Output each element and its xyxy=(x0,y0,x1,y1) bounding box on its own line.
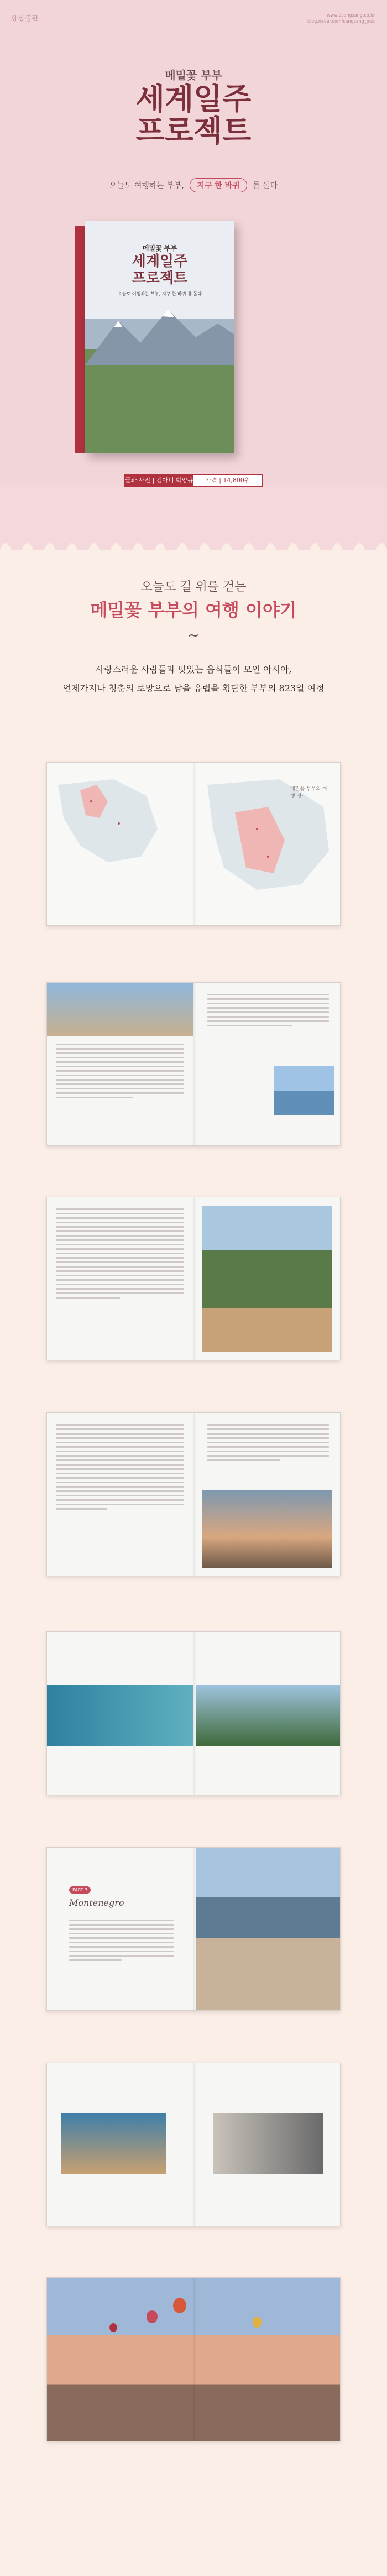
page-fold xyxy=(193,2063,196,2226)
page-fold xyxy=(193,763,196,925)
book-brand: 메밀꽃 부부 xyxy=(165,69,222,82)
page-spread-3 xyxy=(46,1197,341,1360)
cover-brand: 메밀꽃 부부 xyxy=(142,244,177,252)
text-block xyxy=(69,1920,174,1964)
authors-label: 글과 사진 | 김아니 박양규 xyxy=(125,475,194,486)
page-spread-5 xyxy=(46,1631,341,1795)
montenegro-title: Montenegro xyxy=(69,1897,124,1908)
blog-url[interactable]: blog.naver.com/sangsang_pub xyxy=(307,19,375,24)
text-block xyxy=(56,1208,184,1301)
website-url[interactable]: www.esangsang.co.kr xyxy=(327,13,375,18)
text-block xyxy=(56,1044,184,1101)
page-fold xyxy=(193,2278,196,2441)
map-label: 메밀꽃 부부의 여행 경로 xyxy=(290,786,327,799)
content-section xyxy=(0,550,387,2576)
book-cover-image xyxy=(85,221,234,453)
mountain-illustration xyxy=(85,304,234,365)
cat-photo xyxy=(213,2113,323,2174)
page-fold xyxy=(193,983,196,1145)
cover-title-line2: 프로젝트 xyxy=(132,270,188,286)
old-town-photo xyxy=(61,2113,166,2174)
text-block xyxy=(207,1424,329,1464)
book-title-line1: 세계일주 xyxy=(135,81,252,116)
book-cover xyxy=(85,221,234,453)
scalloped-divider xyxy=(0,536,387,550)
hero-section xyxy=(0,0,387,487)
tree-photo xyxy=(196,1685,341,1746)
book-title-line2: 프로젝트 xyxy=(135,113,252,148)
tilde-divider: ~ xyxy=(187,627,200,644)
page-spread-8 xyxy=(46,2277,341,2441)
page-fold xyxy=(193,1413,196,1576)
page-spread-map xyxy=(46,762,341,926)
part-badge: PART 3 xyxy=(69,1886,91,1894)
section-headline-2: 메밀꽃 부부의 여행 이야기 xyxy=(90,599,297,620)
cover-subtitle: 오늘도 여행하는 부부, 지구 한 바퀴 를 돌다 xyxy=(118,291,202,296)
mountain-road-photo xyxy=(202,1206,332,1352)
cover-title-line1: 세계일주 xyxy=(132,253,188,270)
book-spine xyxy=(75,226,86,453)
section-description xyxy=(0,660,387,698)
price-label: 가격 | 14,800원 xyxy=(194,475,262,486)
coast-photo xyxy=(47,1685,193,1746)
tagline-suffix: 를 돌다 xyxy=(253,181,278,190)
section-headline-1: 오늘도 길 위를 걷는 xyxy=(140,580,247,594)
tagline xyxy=(0,178,387,192)
publisher-logo[interactable]: 상상출판 xyxy=(11,14,39,22)
page-spread-7 xyxy=(46,2063,341,2226)
text-block xyxy=(56,1424,184,1513)
street-photo xyxy=(47,983,193,1036)
page-spread-montenegro xyxy=(46,1847,341,2011)
tagline-prefix: 오늘도 여행하는 부부, xyxy=(109,181,184,190)
page-spread-4 xyxy=(46,1412,341,1576)
book-title xyxy=(0,83,387,147)
page-fold xyxy=(193,1197,196,1360)
lake-photo xyxy=(274,1066,334,1115)
description-line1: 사랑스러운 사람들과 맛있는 음식들이 모인 아시아, xyxy=(95,664,292,675)
cover-title xyxy=(85,253,234,286)
volcano-photo xyxy=(202,1490,332,1568)
text-block xyxy=(207,994,329,1029)
description-line2: 언제가지나 청춘의 로망으로 남을 유럽을 횡단한 부부의 823일 여정 xyxy=(62,683,325,693)
page-spread-2 xyxy=(46,982,341,1146)
book-info-box xyxy=(124,474,263,487)
kotor-photo xyxy=(196,1848,341,2011)
tagline-pill: 지구 한 바퀴 xyxy=(190,178,247,192)
publisher-urls xyxy=(307,12,375,24)
